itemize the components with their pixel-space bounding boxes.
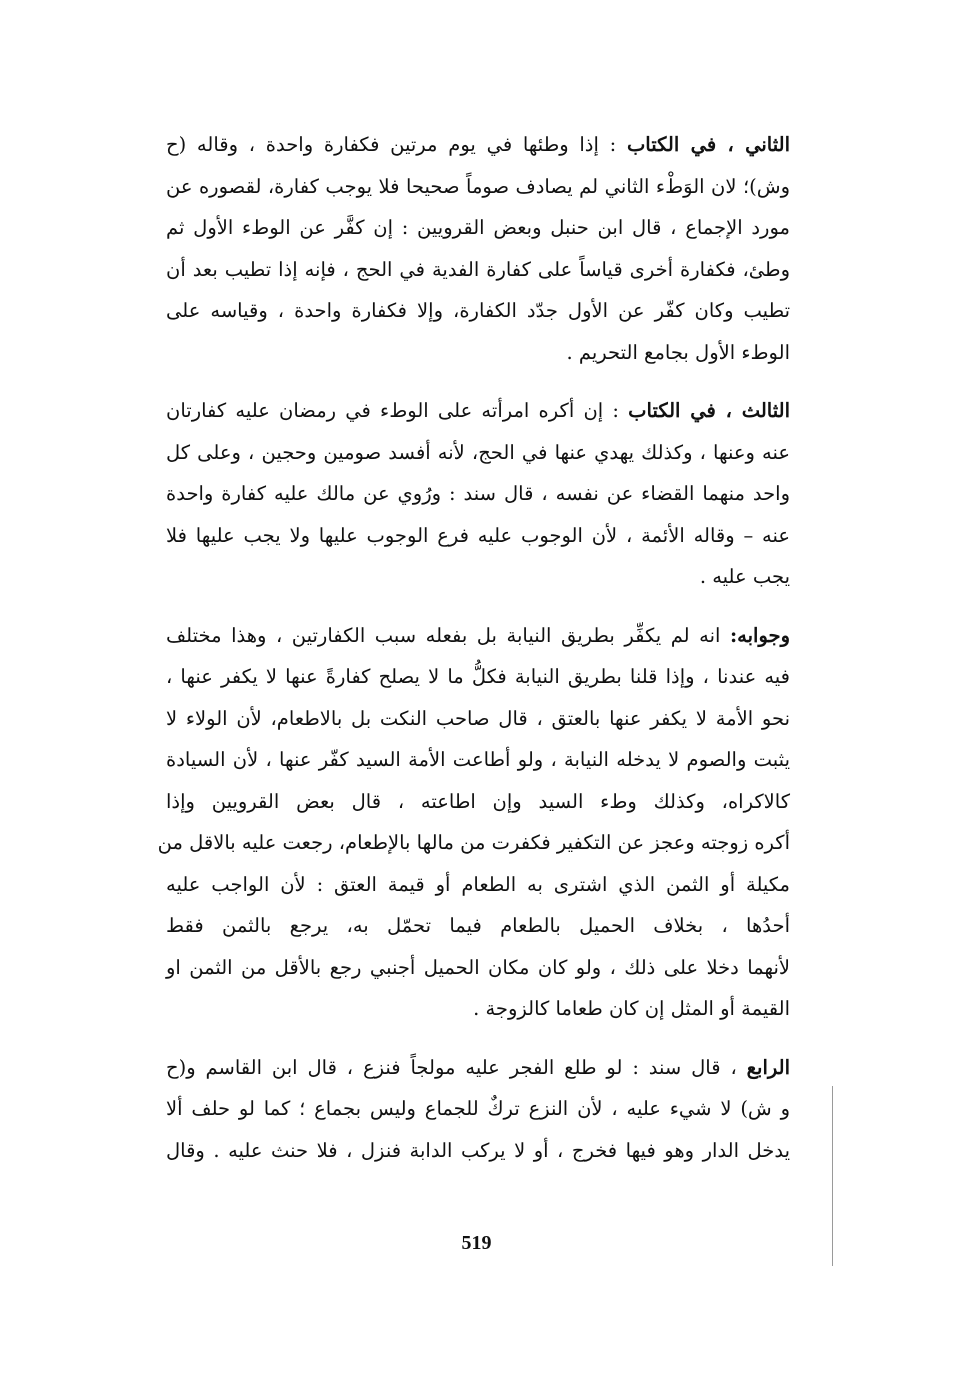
text-line: عنه وعنها ، وكذلك يهدي عنها في الحج، لأنه أفسد صومين وحجين ، وعلى كل — [166, 440, 790, 464]
text-line: الثالث ، في الكتاب : إن أكره امرأته على الوطء في رمضان عليه كفارتان — [166, 399, 790, 422]
text-line: واحد منهما القضاء عن نفسه ، قال سند : ورُوي عن مالك عليه كفارة واحدة — [166, 482, 790, 505]
text-line: مكيلة أو الثمن الذي اشترى به الطعام أو قيمة العتق : لأن الواجب عليه — [166, 872, 790, 896]
text-line: يدخل الدار وهو فيها فخرج ، أو لا يركب الدابة فنزل ، فلا حنث عليه . وقال — [166, 1138, 790, 1162]
text-line: وش)؛ لان الوَطْء الثاني لم يصادف صوماً صحيحا فلا يوجب كفارة، لقصوره عن — [166, 174, 790, 198]
paragraph-lead: الثاني ، في الكتاب — [626, 133, 790, 156]
text-line: عنه – وقاله الأئمة ، لأن الوجوب عليه فرع الوجوب عليها ولا يجب عليها فلا — [166, 523, 790, 547]
text-line: مورد الإجماع ، قال ابن حنبل وبعض القرويين : إن كفَّر عن الوطء الأول ثم — [166, 216, 790, 239]
paragraph-fourth — [166, 1047, 790, 1172]
text-line: الوطء الأول بجامع التحريم . — [566, 340, 790, 364]
text-line: الثاني ، في الكتاب : إذا وطئها في يوم مرتين فكفارة واحدة ، وقاله (ح — [166, 133, 790, 156]
text-line: الرابع ، قال سند : لو طلع الفجر عليه مولجاً فنزع ، قال ابن القاسم و(ح — [166, 1055, 790, 1079]
text-line: أحدُها ، بخلاف الحميل بالطعام فيما تحمّل به، يرجع بالثمن فقط — [166, 914, 790, 937]
paragraph-third — [166, 390, 790, 598]
page-number: 519 — [461, 1232, 492, 1254]
paragraph-lead: الثالث ، في الكتاب — [628, 399, 790, 422]
paragraph-lead: وجوابه: — [729, 623, 790, 647]
text-line: يثبت والصوم لا يدخله النيابة ، ولو أطاعت الأمة السيد كفّر عنها ، لأن السيادة — [166, 748, 790, 771]
text-line: وطئ، فكفارة أخرى قياساً على كفارة الفدية في الحج ، فإنه إذا تطيب بعد أن — [166, 257, 790, 281]
text-line: تطيب وكان كفّر عن الأول جدّد الكفارة، وإلا فكفارة واحدة ، وقياسه على — [166, 299, 790, 322]
text-line: كالاكراه، وكذلك وطء السيد وإن اطاعته ، قال بعض القرويين وإذا — [166, 789, 790, 813]
text-line: فيه عندنا ، وإذا قلنا بطريق النيابة فكلُّ ما لا يصلح كفارةً عنها لا يكفر عنها ، — [166, 665, 790, 688]
paragraph-second — [166, 124, 790, 373]
paragraph-lead: الرابع — [746, 1055, 790, 1079]
text-line: أكره زوجته وعجز عن التكفير فكفرت من مالها بالإطعام، رجعت عليه بالاقل من — [157, 831, 790, 854]
text-line: يجب عليه . — [699, 565, 790, 588]
paragraph-answer — [157, 615, 790, 1030]
text-line: لأنهما دخلا على ذلك ، ولو كان مكان الحميل أجنبي رجع بالأقل من الثمن او — [166, 955, 790, 979]
text-line: نحو الأمة لا يكفر عنها بالعتق ، قال صاحب النكت بل بالاطعام، لأن الولاء لا — [166, 706, 790, 730]
text-line: و ش) لا شيء عليه ، لأن النزع تركٌ للجماع وليس بجماع ؛ كما لو حلف ألا — [166, 1097, 790, 1120]
text-line: وجوابه: انه لم يكفِّر بطريق النيابة بل بفعله سبب الكفارتين ، وهذا مختلف — [166, 623, 790, 647]
body-text — [157, 124, 790, 1171]
text-line: القيمة أو المثل إن كان طعاما كالزوجة . — [473, 997, 790, 1020]
